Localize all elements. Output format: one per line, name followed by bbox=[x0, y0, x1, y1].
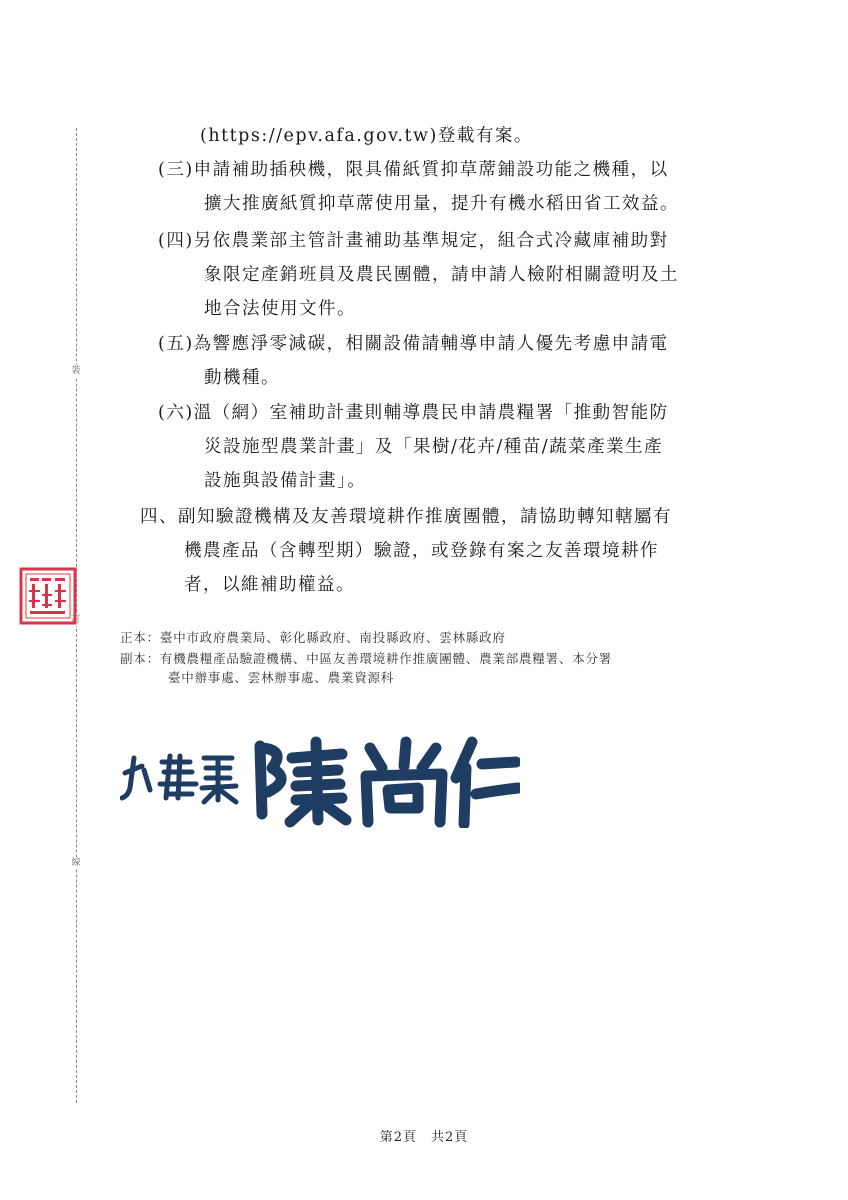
item5-line1: (五)為響應淨零減碳，相關設備請輔導申請人優先考慮申請電 bbox=[158, 334, 669, 354]
binding-mark-middle: 訂 bbox=[69, 614, 83, 626]
item4-line2: 象限定產銷班員及農民團體，請申請人檢附相關證明及土 bbox=[204, 265, 679, 285]
recipients-copy-line1: 副本：有機農糧產品驗證機構、中區友善環境耕作推廣團體、農業部農糧署、本分署 bbox=[120, 651, 613, 666]
item5-line2: 動機種。 bbox=[204, 368, 280, 388]
item3-line2: 擴大推廣紙質抑草蓆使用量，提升有機水稻田省工效益。 bbox=[204, 194, 679, 214]
body-line-cont: (https://epv.afa.gov.tw)登載有案。 bbox=[200, 126, 533, 146]
item6-line3: 設施與設備計畫」。 bbox=[204, 471, 367, 491]
binding-mark-bottom: 線 bbox=[69, 857, 83, 869]
director-signature bbox=[120, 728, 520, 828]
page-footer: 第2頁 共2頁 bbox=[379, 1130, 469, 1145]
section4-line3: 者，以維補助權益。 bbox=[184, 575, 355, 595]
item3-line1: (三)申請補助插秧機，限具備紙質抑草蓆鋪設功能之機種，以 bbox=[158, 160, 669, 180]
item6-line1: (六)溫（網）室補助計畫則輔導農民申請農糧署「推動智能防 bbox=[158, 403, 669, 423]
recipients-main: 正本：臺中市政府農業局、彰化縣政府、南投縣政府、雲林縣政府 bbox=[120, 630, 506, 645]
item4-line1: (四)另依農業部主管計畫補助基準規定，組合式冷藏庫補助對 bbox=[158, 231, 669, 251]
section4-line2: 機農產品（含轉型期）驗證，或登錄有案之友善環境耕作 bbox=[184, 541, 659, 561]
section4-line1: 四、副知驗證機構及友善環境耕作推廣團體，請協助轉知轄屬有 bbox=[140, 507, 672, 527]
official-seal bbox=[18, 566, 78, 626]
recipients-copy-line2: 臺中辦事處、雲林辦事處、農業資源科 bbox=[168, 670, 395, 685]
binding-mark-top: 裝 bbox=[69, 365, 83, 377]
item6-line2: 災設施型農業計畫」及「果樹/花卉/種苗/蔬菜產業生產 bbox=[204, 437, 664, 457]
item4-line3: 地合法使用文件。 bbox=[204, 299, 356, 319]
